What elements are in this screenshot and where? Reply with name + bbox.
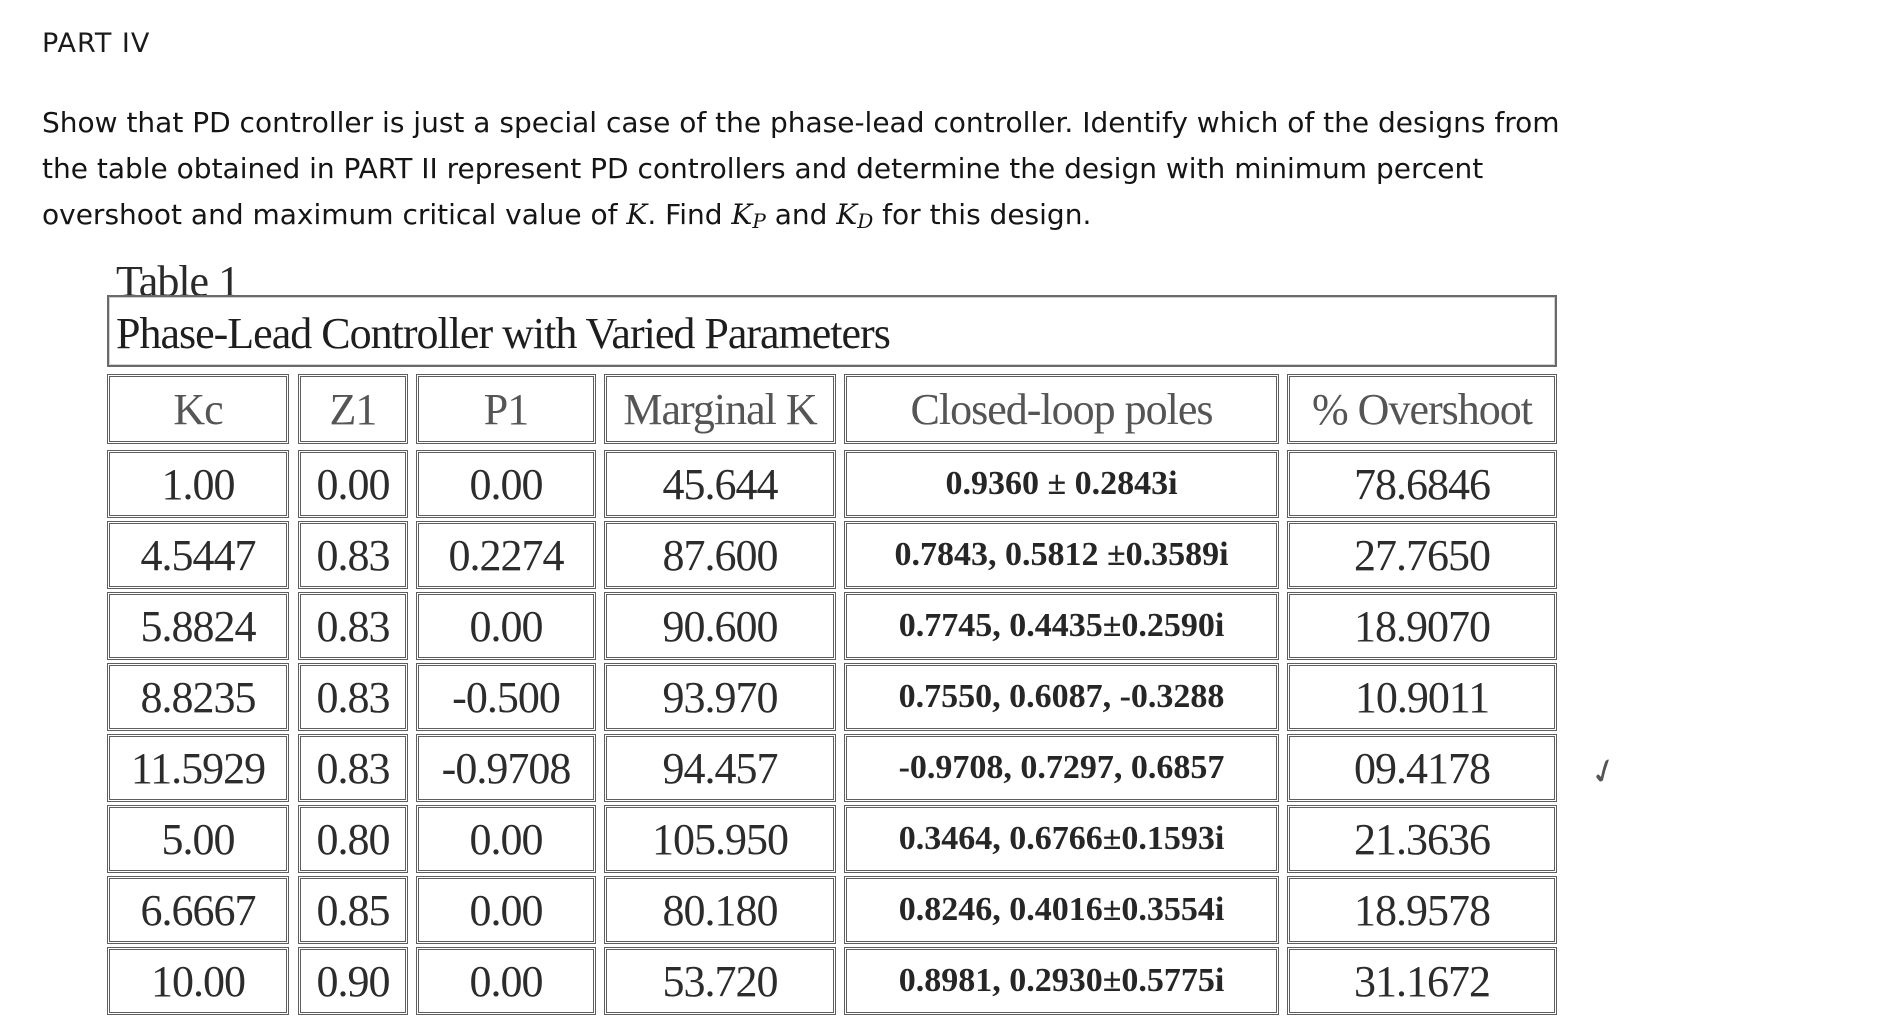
part-title: PART IV <box>42 28 151 59</box>
table-cell-marginal-k: 87.600 <box>604 521 836 589</box>
table-cell-z1: 0.83 <box>298 734 408 802</box>
table-cell-overshoot: 27.7650 <box>1287 521 1557 589</box>
column-header-overshoot: % Overshoot <box>1287 374 1557 444</box>
question-text-part: for this design. <box>873 198 1092 231</box>
table-cell-kc: 4.5447 <box>107 521 289 589</box>
question-text-part: and <box>765 198 837 231</box>
table-cell-marginal-k: 94.457 <box>604 734 836 802</box>
table-cell-kc: 8.8235 <box>107 663 289 731</box>
table-cell-p1: 0.2274 <box>416 521 596 589</box>
table-cell-closed-loop-poles: -0.9708, 0.7297, 0.6857 <box>844 734 1279 802</box>
table-cell-kc: 5.00 <box>107 805 289 873</box>
column-header-p1: P1 <box>416 374 596 444</box>
question-text <box>42 100 1602 244</box>
table-cell-kc: 6.6667 <box>107 876 289 944</box>
table-cell-p1: -0.500 <box>416 663 596 731</box>
table-caption: Table 1 <box>116 257 240 306</box>
table-cell-closed-loop-poles: 0.8981, 0.2930±0.5775i <box>844 947 1279 1015</box>
table-cell-overshoot: 18.9070 <box>1287 592 1557 660</box>
column-header-closed-loop-poles: Closed-loop poles <box>844 374 1279 444</box>
table-cell-marginal-k: 105.950 <box>604 805 836 873</box>
table-cell-kc: 5.8824 <box>107 592 289 660</box>
table-cell-p1: 0.00 <box>416 947 596 1015</box>
variable-kd <box>836 198 873 231</box>
table-cell-p1: 0.00 <box>416 450 596 518</box>
table-cell-z1: 0.00 <box>298 450 408 518</box>
table-cell-overshoot: 78.6846 <box>1287 450 1557 518</box>
question-text-part: . Find <box>647 198 732 231</box>
table-cell-marginal-k: 80.180 <box>604 876 836 944</box>
checkmark-icon: ✓ <box>1584 748 1625 796</box>
table-cell-z1: 0.85 <box>298 876 408 944</box>
column-header-marginal-k: Marginal K <box>604 374 836 444</box>
column-header-kc: Kc <box>107 374 289 444</box>
table-cell-closed-loop-poles: 0.7550, 0.6087, -0.3288 <box>844 663 1279 731</box>
table-cell-marginal-k: 53.720 <box>604 947 836 1015</box>
table-cell-closed-loop-poles: 0.7843, 0.5812 ±0.3589i <box>844 521 1279 589</box>
table-cell-p1: -0.9708 <box>416 734 596 802</box>
table-cell-closed-loop-poles: 0.7745, 0.4435±0.2590i <box>844 592 1279 660</box>
table-cell-overshoot: 31.1672 <box>1287 947 1557 1015</box>
table-cell-z1: 0.80 <box>298 805 408 873</box>
table-cell-kc: 10.00 <box>107 947 289 1015</box>
variable-kp-subscript: P <box>752 209 766 233</box>
table-cell-kc: 1.00 <box>107 450 289 518</box>
variable-kd-subscript: D <box>857 209 874 233</box>
table-cell-closed-loop-poles: 0.8246, 0.4016±0.3554i <box>844 876 1279 944</box>
table-cell-overshoot: 09.4178 <box>1287 734 1557 802</box>
variable-kd-base: K <box>836 198 858 231</box>
table-cell-marginal-k: 93.970 <box>604 663 836 731</box>
table-cell-closed-loop-poles: 0.9360 ± 0.2843i <box>844 450 1279 518</box>
table-cell-marginal-k: 90.600 <box>604 592 836 660</box>
table-cell-kc: 11.5929 <box>107 734 289 802</box>
column-header-z1: Z1 <box>298 374 408 444</box>
table-cell-overshoot: 18.9578 <box>1287 876 1557 944</box>
table-cell-closed-loop-poles: 0.3464, 0.6766±0.1593i <box>844 805 1279 873</box>
table-cell-z1: 0.83 <box>298 592 408 660</box>
table-cell-p1: 0.00 <box>416 805 596 873</box>
table-cell-z1: 0.83 <box>298 663 408 731</box>
variable-k: K <box>626 198 648 231</box>
table-cell-p1: 0.00 <box>416 592 596 660</box>
variable-kp <box>731 198 765 231</box>
table-cell-z1: 0.83 <box>298 521 408 589</box>
table-cell-marginal-k: 45.644 <box>604 450 836 518</box>
table-cell-overshoot: 21.3636 <box>1287 805 1557 873</box>
table-cell-p1: 0.00 <box>416 876 596 944</box>
question-text-part: Show that PD controller is just a special case of the phase-lead controller. Identify which of the designs from the table obtained in PART II represent PD controllers and determine the design with minimum percent overshoot and maximum critical value of <box>42 106 1560 231</box>
table-cell-z1: 0.90 <box>298 947 408 1015</box>
table-title: Phase-Lead Controller with Varied Parameters <box>116 309 890 358</box>
table-cell-overshoot: 10.9011 <box>1287 663 1557 731</box>
variable-kp-base: K <box>731 198 753 231</box>
